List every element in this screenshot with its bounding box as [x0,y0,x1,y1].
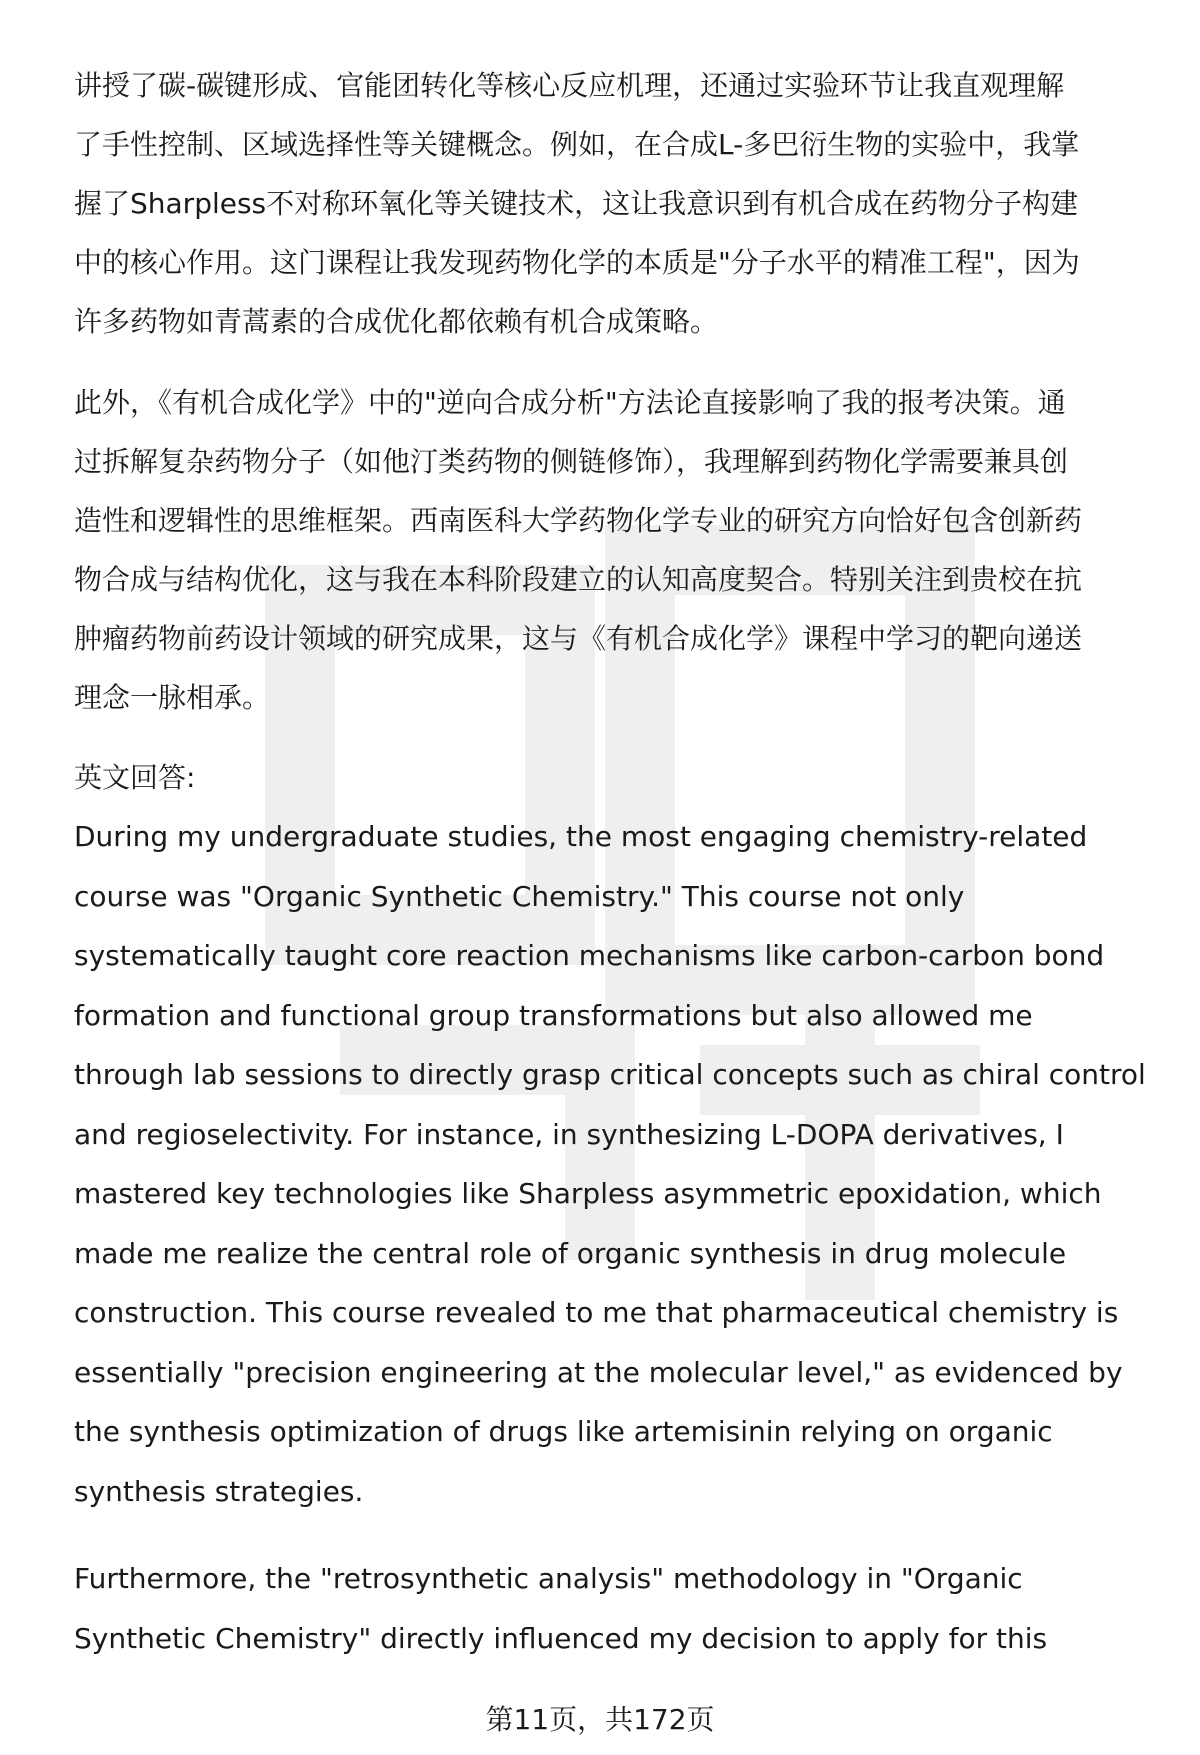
text-line: course was "Organic Synthetic Chemistry." This course not only [74,879,965,913]
english-answer-label: 英文回答: [74,761,196,794]
text-line: 中的核心作用。这门课程让我发现药物化学的本质是"分子水平的精准工程"，因为 [74,246,1080,279]
page-number: 第11页，共172页 [485,1703,715,1736]
chinese-paragraph-2 [74,373,1154,727]
text-line: construction. This course revealed to me that pharmaceutical chemistry is [74,1296,1119,1329]
text-line: 造性和逻辑性的思维框架。西南医科大学药物化学专业的研究方向恰好包含创新药 [74,504,1083,537]
text-line: 肿瘤药物前药设计领域的研究成果，这与《有机合成化学》课程中学习的靶向递送 [74,622,1083,655]
text-line: synthesis strategies. [74,1474,364,1508]
text-line: Synthetic Chemistry" directly influenced my decision to apply for this [74,1621,1048,1655]
text-line: 此外，《有机合成化学》中的"逆向合成分析"方法论直接影响了我的报考决策。通 [74,386,1066,419]
chinese-paragraph-1 [74,56,1154,351]
text-line: 讲授了碳-碳键形成、官能团转化等核心反应机理，还通过实验环节让我直观理解 [74,69,1065,102]
text-line: made me realize the central role of organic synthesis in drug molecule [74,1236,1067,1270]
text-line: mastered key technologies like Sharpless asymmetric epoxidation, which [74,1177,1102,1210]
text-line: the synthesis optimization of drugs like artemisinin relying on organic [74,1415,1053,1448]
text-line: 过拆解复杂药物分子（如他汀类药物的侧链修饰），我理解到药物化学需要兼具创 [74,445,1069,478]
text-line: systematically taught core reaction mechanisms like carbon-carbon bond [74,939,1105,972]
document-body [74,56,1154,1668]
english-paragraph-1 [74,807,1154,1521]
text-line: 了手性控制、区域选择性等关键概念。例如，在合成L-多巴衍生物的实验中，我掌 [74,128,1080,161]
text-line: 物合成与结构优化，这与我在本科阶段建立的认知高度契合。特别关注到贵校在抗 [74,563,1083,596]
text-line: formation and functional group transformations but also allowed me [74,998,1033,1032]
text-line: Furthermore, the "retrosynthetic analysis" methodology in "Organic [74,1562,1023,1595]
text-line: 握了Sharpless不对称环氧化等关键技术，这让我意识到有机合成在药物分子构建 [74,187,1079,220]
text-line: During my undergraduate studies, the most engaging chemistry-related [74,820,1088,853]
text-line: 理念一脉相承。 [74,681,271,714]
text-line: through lab sessions to directly grasp critical concepts such as chiral control [74,1058,1146,1091]
text-line: and regioselectivity. For instance, in synthesizing L-DOPA derivatives, I [74,1117,1064,1151]
text-line: essentially "precision engineering at the molecular level," as evidenced by [74,1355,1123,1389]
text-line: 许多药物如青蒿素的合成优化都依赖有机合成策略。 [74,305,719,338]
english-paragraph-2 [74,1549,1154,1668]
